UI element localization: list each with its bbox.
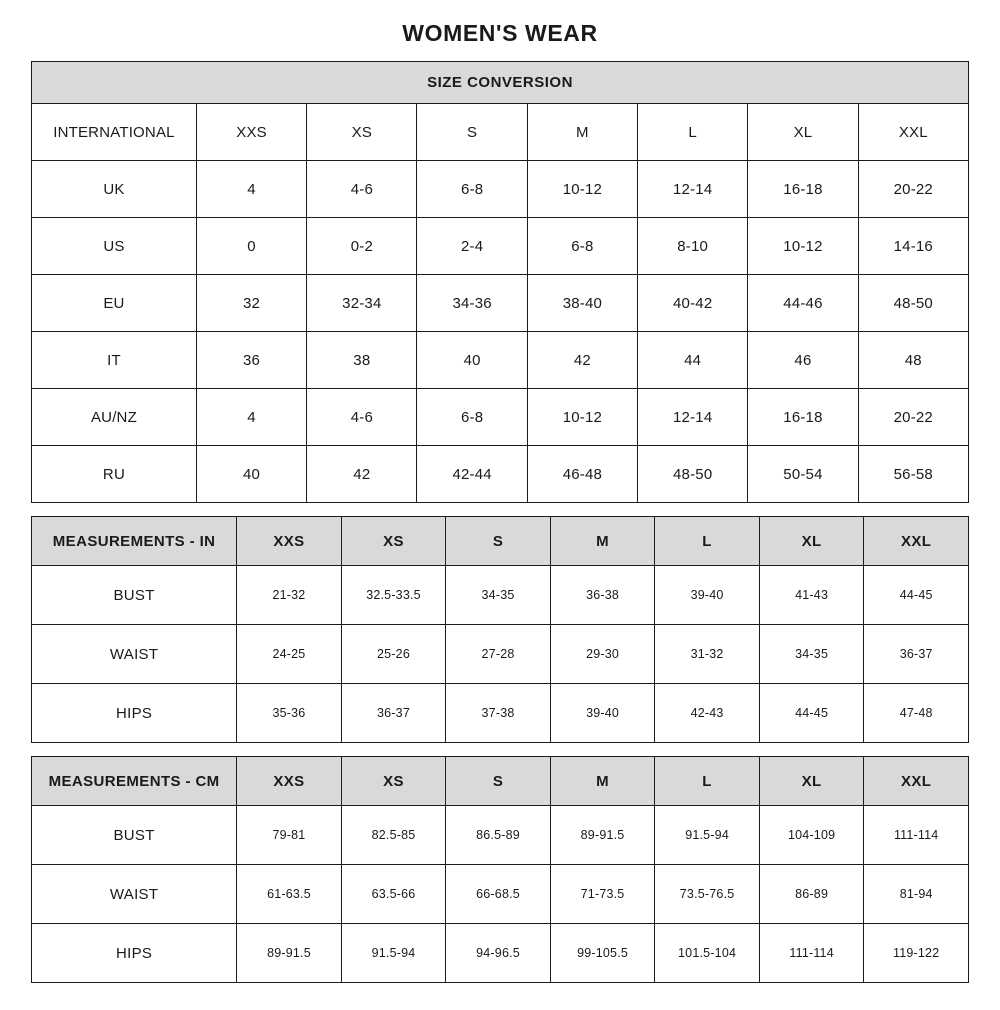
value-cell: 4-6 [307,161,417,218]
value-cell: 104-109 [759,806,864,865]
table-row [32,865,969,924]
value-cell: 32-34 [307,275,417,332]
value-cell: 20-22 [858,389,968,446]
size-conversion-body [32,62,969,503]
column-header: L [655,757,760,806]
table-header-row [32,104,969,161]
row-group-header: MEASUREMENTS - IN [32,517,237,566]
value-cell: 40 [196,446,306,503]
value-cell: 44-45 [864,566,969,625]
column-header: XL [759,757,864,806]
value-cell: 37-38 [446,684,551,743]
row-group-header: INTERNATIONAL [32,104,197,161]
value-cell: 42-43 [655,684,760,743]
value-cell: 40 [417,332,527,389]
value-cell: 91.5-94 [341,924,446,983]
value-cell: 111-114 [864,806,969,865]
table-row [32,218,969,275]
value-cell: 42 [307,446,417,503]
value-cell: 0-2 [307,218,417,275]
row-label-cell: IT [32,332,197,389]
value-cell: 4-6 [307,389,417,446]
value-cell: 34-36 [417,275,527,332]
value-cell: 41-43 [759,566,864,625]
column-header: S [446,517,551,566]
row-label-cell: AU/NZ [32,389,197,446]
value-cell: 10-12 [748,218,858,275]
value-cell: 48 [858,332,968,389]
row-label-cell: BUST [32,566,237,625]
column-header: XL [748,104,858,161]
value-cell: 81-94 [864,865,969,924]
value-cell: 10-12 [527,389,637,446]
value-cell: 89-91.5 [550,806,655,865]
value-cell: 47-48 [864,684,969,743]
value-cell: 34-35 [759,625,864,684]
value-cell: 20-22 [858,161,968,218]
value-cell: 42 [527,332,637,389]
value-cell: 2-4 [417,218,527,275]
value-cell: 32.5-33.5 [341,566,446,625]
value-cell: 71-73.5 [550,865,655,924]
table-header-row [32,517,969,566]
table-header-row [32,757,969,806]
row-group-header: MEASUREMENTS - CM [32,757,237,806]
table-row [32,332,969,389]
value-cell: 46-48 [527,446,637,503]
column-header: XS [341,757,446,806]
row-label-cell: US [32,218,197,275]
table-row [32,625,969,684]
value-cell: 50-54 [748,446,858,503]
table-row [32,684,969,743]
value-cell: 32 [196,275,306,332]
value-cell: 40-42 [638,275,748,332]
value-cell: 36-37 [341,684,446,743]
value-cell: 56-58 [858,446,968,503]
value-cell: 16-18 [748,161,858,218]
value-cell: 86-89 [759,865,864,924]
value-cell: 44 [638,332,748,389]
value-cell: 82.5-85 [341,806,446,865]
value-cell: 39-40 [655,566,760,625]
table-row [32,389,969,446]
row-label-cell: HIPS [32,684,237,743]
value-cell: 48-50 [638,446,748,503]
value-cell: 48-50 [858,275,968,332]
column-header: XXL [864,517,969,566]
value-cell: 79-81 [237,806,342,865]
measurements-in-table [31,516,969,743]
column-header: M [550,517,655,566]
measurements-cm-body [32,757,969,983]
value-cell: 36 [196,332,306,389]
column-header: XXS [237,757,342,806]
value-cell: 6-8 [527,218,637,275]
row-label-cell: WAIST [32,865,237,924]
column-header: XL [759,517,864,566]
column-header: L [655,517,760,566]
value-cell: 6-8 [417,389,527,446]
value-cell: 42-44 [417,446,527,503]
value-cell: 101.5-104 [655,924,760,983]
column-header: M [550,757,655,806]
value-cell: 63.5-66 [341,865,446,924]
value-cell: 46 [748,332,858,389]
value-cell: 61-63.5 [237,865,342,924]
value-cell: 36-38 [550,566,655,625]
value-cell: 29-30 [550,625,655,684]
value-cell: 89-91.5 [237,924,342,983]
row-label-cell: BUST [32,806,237,865]
row-label-cell: RU [32,446,197,503]
value-cell: 111-114 [759,924,864,983]
table-row [32,161,969,218]
value-cell: 25-26 [341,625,446,684]
value-cell: 16-18 [748,389,858,446]
value-cell: 36-37 [864,625,969,684]
column-header: L [638,104,748,161]
value-cell: 8-10 [638,218,748,275]
value-cell: 91.5-94 [655,806,760,865]
value-cell: 12-14 [638,389,748,446]
value-cell: 14-16 [858,218,968,275]
value-cell: 39-40 [550,684,655,743]
page-title: WOMEN'S WEAR [402,20,598,46]
value-cell: 31-32 [655,625,760,684]
table-title: SIZE CONVERSION [32,62,969,104]
value-cell: 44-46 [748,275,858,332]
value-cell: 73.5-76.5 [655,865,760,924]
value-cell: 0 [196,218,306,275]
value-cell: 99-105.5 [550,924,655,983]
size-conversion-table [31,61,969,503]
value-cell: 38-40 [527,275,637,332]
value-cell: 38 [307,332,417,389]
value-cell: 24-25 [237,625,342,684]
value-cell: 12-14 [638,161,748,218]
value-cell: 86.5-89 [446,806,551,865]
column-header: XS [307,104,417,161]
value-cell: 27-28 [446,625,551,684]
value-cell: 10-12 [527,161,637,218]
value-cell: 35-36 [237,684,342,743]
value-cell: 94-96.5 [446,924,551,983]
column-header: XXS [196,104,306,161]
value-cell: 4 [196,161,306,218]
value-cell: 34-35 [446,566,551,625]
column-header: S [446,757,551,806]
value-cell: 6-8 [417,161,527,218]
table-row [32,924,969,983]
column-header: S [417,104,527,161]
row-label-cell: UK [32,161,197,218]
value-cell: 119-122 [864,924,969,983]
column-header: XXL [864,757,969,806]
table-row [32,806,969,865]
table-title-row [32,62,969,104]
row-label-cell: WAIST [32,625,237,684]
value-cell: 21-32 [237,566,342,625]
value-cell: 44-45 [759,684,864,743]
measurements-cm-table [31,756,969,983]
column-header: XXL [858,104,968,161]
row-label-cell: EU [32,275,197,332]
value-cell: 66-68.5 [446,865,551,924]
column-header: XXS [237,517,342,566]
table-row [32,275,969,332]
row-label-cell: HIPS [32,924,237,983]
column-header: M [527,104,637,161]
size-chart-page [31,20,969,983]
column-header: XS [341,517,446,566]
measurements-in-body [32,517,969,743]
value-cell: 4 [196,389,306,446]
table-row [32,566,969,625]
table-row [32,446,969,503]
